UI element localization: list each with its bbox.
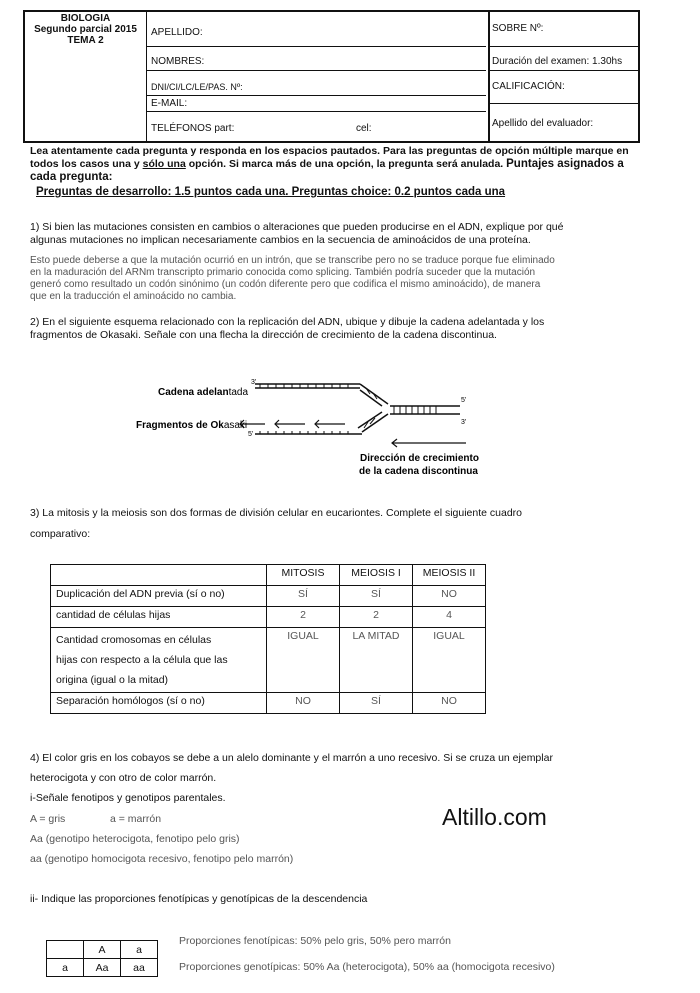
q4-text-line2: heterocigota y con otro de color marrón. (30, 772, 217, 784)
q3-text-line1: 3) La mitosis y la meiosis son dos formas de división celular en eucariontes. Complete el siguiente cuadro (30, 507, 522, 519)
growth-label-1: Dirección de crecimiento (360, 453, 479, 464)
instructions-line2 (30, 158, 624, 170)
leading-strand-label: Cadena adelantada (158, 387, 249, 398)
table-cell: SÍ (340, 693, 413, 714)
end-3-right: 3' (461, 419, 467, 426)
punnett-cell: aa (121, 959, 158, 977)
q4-answer-allele-recessive: a = marrón (110, 813, 162, 825)
watermark: Altillo.com (442, 804, 547, 830)
parental-dna (390, 406, 460, 414)
growth-label-2: de la cadena discontinua (359, 466, 478, 477)
punnett-header: A (84, 941, 121, 959)
dni-label: DNI/CI/LC/LE/PAS. Nº: (151, 82, 243, 92)
q4-answer-homozygous: aa (genotipo homocigota recesivo, fenotipo pelo marrón) (30, 853, 294, 865)
table-header-mitosis: MITOSIS (267, 565, 340, 586)
table-row (47, 941, 158, 959)
q4-answer-allele-dominant: A = gris (30, 813, 66, 825)
table-cell: NO (413, 586, 486, 607)
table-row (47, 959, 158, 977)
table-row (51, 628, 486, 693)
divider (488, 103, 638, 104)
exam-name: Segundo parcial 2015 (34, 24, 137, 35)
row-label-line: origina (igual o la mitad) (56, 674, 169, 686)
q4-text-line1: 4) El color gris en los cobayos se debe a un alelo dominante y el marrón a uno recesivo. Si se cruza un ejemplar (30, 752, 553, 764)
table-cell: NO (267, 693, 340, 714)
q2-text-line1: 2) En el siguiente esquema relacionado con la replicación del ADN, ubique y dibuje la cadena adelantada y los (30, 316, 545, 328)
calificacion-label: CALIFICACIÓN: (492, 81, 565, 92)
sobre-label: SOBRE Nº: (492, 23, 544, 34)
divider (146, 111, 486, 112)
table-cell (47, 941, 84, 959)
divider (146, 70, 486, 71)
replication-fork-diagram (130, 372, 500, 482)
table-row (51, 607, 486, 628)
punnett-row-header: a (47, 959, 84, 977)
punnett-cell: Aa (84, 959, 121, 977)
instructions-text: opción. Si marca más de una opción, la pregunta será anulada. (185, 158, 507, 170)
instructions-line1: Lea atentamente cada pregunta y responda en los espacios pautados. Para las preguntas de opción múltiple marque en (30, 145, 629, 157)
divider (488, 70, 638, 71)
growth-direction-arrow (392, 439, 466, 447)
table-cell: IGUAL (267, 628, 340, 693)
apellido-label: APELLIDO: (151, 27, 203, 38)
q1-answer-line1: Esto puede deberse a que la mutación ocurrió en un intrón, que se transcribe pero no se traduce porque fue eliminado (30, 255, 555, 266)
table-header-meiosis-2: MEIOSIS II (413, 565, 486, 586)
punnett-header: a (121, 941, 158, 959)
divider (488, 46, 638, 47)
instructions-points-title: Puntajes asignados a (506, 158, 624, 170)
okazaki-label: Fragmentos de Okasaki (136, 420, 248, 431)
instructions-text: todos los casos una y (30, 158, 143, 170)
comparison-table (50, 564, 486, 714)
table-cell: SÍ (340, 586, 413, 607)
okazaki-fragment-arrows (240, 420, 345, 428)
table-cell: SÍ (267, 586, 340, 607)
q1-text-line1: 1) Si bien las mutaciones consisten en cambios o alteraciones que pueden producirse en el ADN, explique por qué (30, 221, 564, 233)
punnett-square (46, 940, 158, 977)
leading-strand (255, 384, 388, 406)
table-header-meiosis-1: MEIOSIS I (340, 565, 413, 586)
cel-label: cel: (356, 123, 372, 134)
row-label: Separación homólogos (sí o no) (51, 693, 267, 714)
q1-answer-line4: que en la traducción el aminoácido no cambia. (30, 291, 237, 302)
telefonos-label: TELÉFONOS part: (151, 123, 235, 134)
phenotypic-proportions: Proporciones fenotípicas: 50% pelo gris, 50% pero marrón (179, 935, 451, 947)
q1-answer-line2: en la maduración del ARNm transcripto primario conocida como splicing. También podría suceder que la mutación (30, 267, 536, 278)
table-cell: IGUAL (413, 628, 486, 693)
table-cell: LA MITAD (340, 628, 413, 693)
divider (146, 46, 486, 47)
table-row (51, 586, 486, 607)
nombres-label: NOMBRES: (151, 56, 205, 67)
row-label: cantidad de células hijas (51, 607, 267, 628)
row-label (51, 628, 267, 693)
exam-theme: TEMA 2 (67, 35, 104, 46)
evaluador-label: Apellido del evaluador: (492, 118, 594, 129)
row-label-line: hijas con respecto a la célula que las (56, 654, 228, 666)
instructions-line3: cada pregunta: (30, 171, 113, 183)
q3-text-line2: comparativo: (30, 528, 91, 540)
table-cell: NO (413, 693, 486, 714)
end-5-right: 5' (461, 397, 467, 404)
table-cell: 2 (340, 607, 413, 628)
subject-title: BIOLOGIA (60, 13, 111, 24)
row-label: Duplicación del ADN previa (sí o no) (51, 586, 267, 607)
end-5-bottom: 5' (248, 431, 254, 438)
divider (146, 95, 486, 96)
instructions-emphasis: sólo una (142, 158, 186, 170)
table-header-empty (51, 565, 267, 586)
email-label: E-MAIL: (151, 98, 188, 109)
duracion-label: Duración del examen: 1.30hs (492, 56, 623, 67)
q4-answer-heterozygous: Aa (genotipo heterocigota, fenotipo pelo gris) (30, 833, 240, 845)
q4-part-i: i-Señale fenotipos y genotipos parentales. (30, 792, 226, 804)
table-cell: 4 (413, 607, 486, 628)
instructions-points: Preguntas de desarrollo: 1.5 puntos cada una. Preguntas choice: 0.2 puntos cada una (36, 186, 506, 198)
q2-text-line2: fragmentos de Okasaki. Señale con una flecha la dirección de crecimiento de la cadena discontinua. (30, 329, 497, 341)
table-row (51, 693, 486, 714)
table-cell: 2 (267, 607, 340, 628)
row-label-line: Cantidad cromosomas en células (56, 634, 212, 646)
q4-part-ii: ii- Indique las proporciones fenotípicas y genotípicas de la descendencia (30, 893, 368, 905)
lagging-strand (255, 412, 388, 434)
table-header-row (51, 565, 486, 586)
q1-answer-line3: generó como resultado un codón sinónimo (un codón diferente pero que codifica el mismo aminoácido), de manera (30, 279, 541, 290)
header-left-cell (25, 12, 147, 141)
q1-text-line2: algunas mutaciones no implican necesariamente cambios en la secuencia de aminoácidos de una proteína. (30, 234, 531, 246)
genotypic-proportions: Proporciones genotípicas: 50% Aa (heterocigota), 50% aa (homocigota recesivo) (179, 961, 555, 973)
end-3-top: 3' (251, 379, 257, 386)
